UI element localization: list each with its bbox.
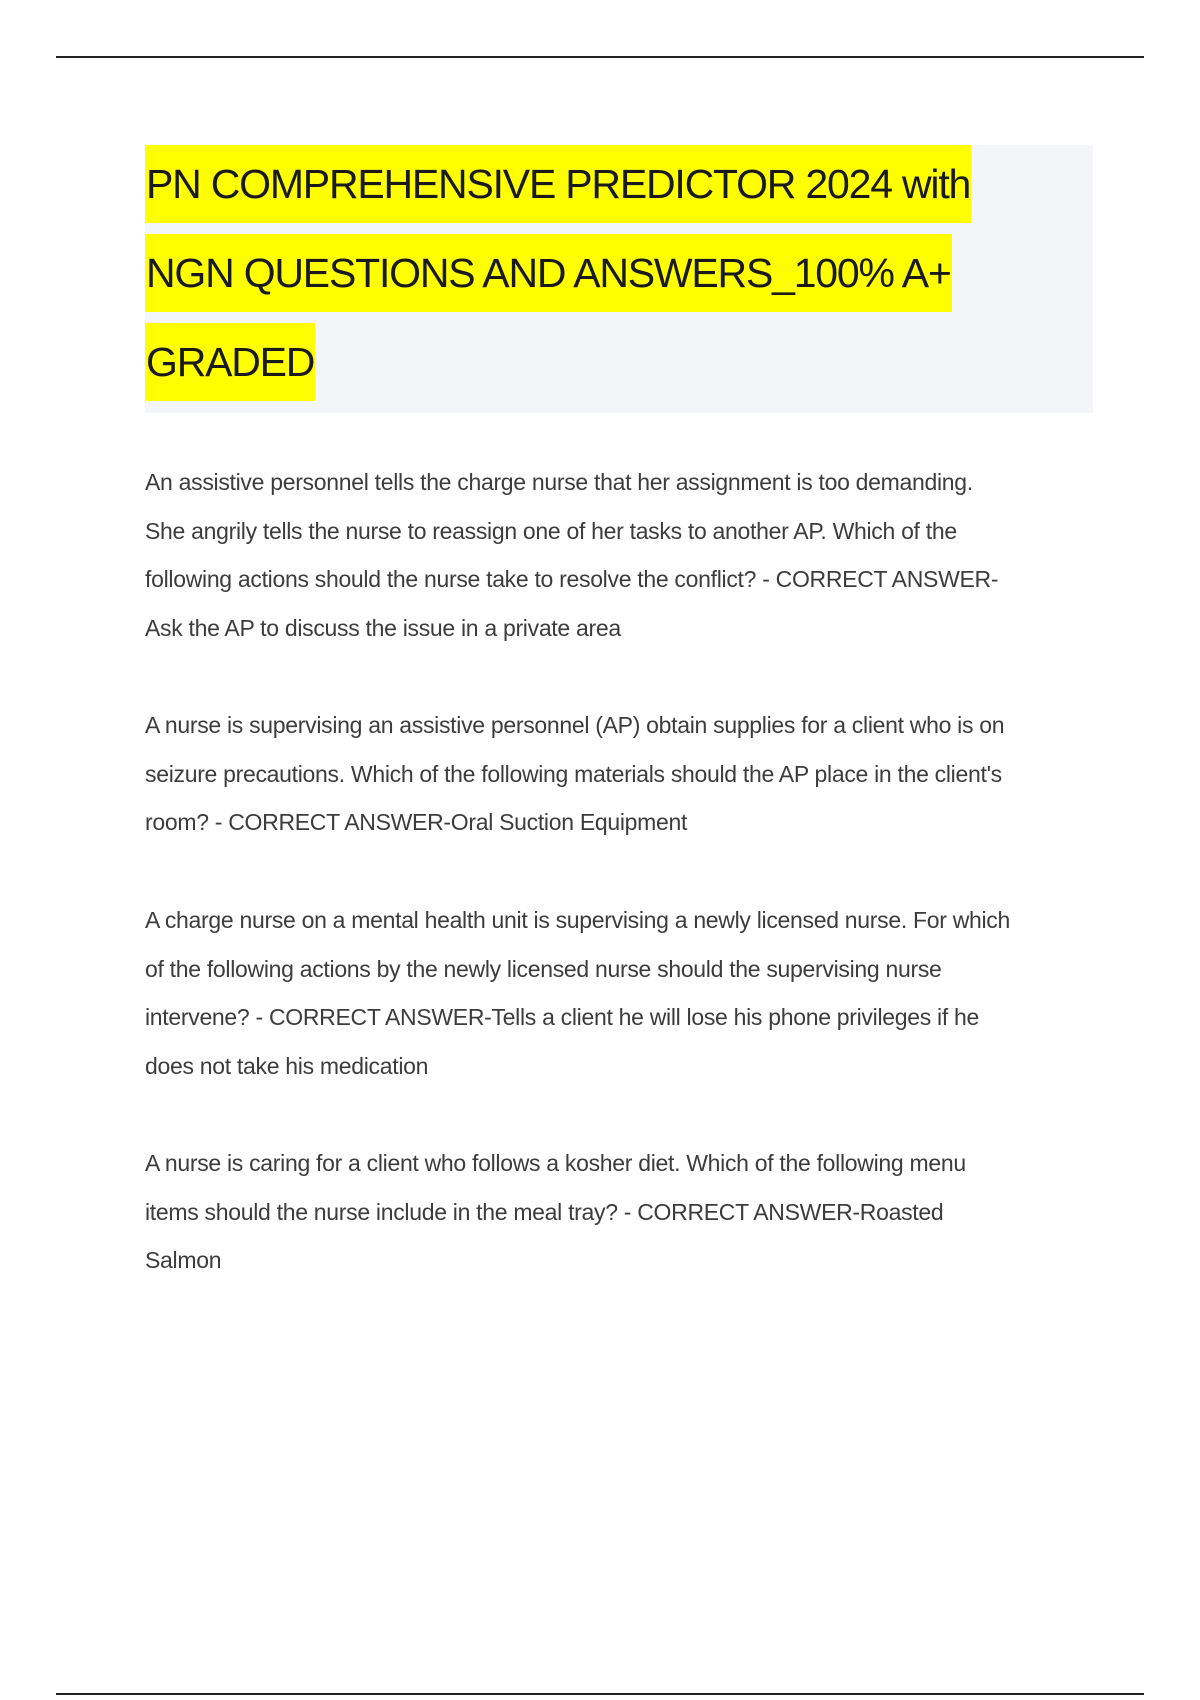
qa-line: items should the nurse include in the meal tray? - CORRECT ANSWER-Roasted — [145, 1198, 944, 1225]
document-title — [145, 145, 1093, 413]
qa-line: of the following actions by the newly licensed nurse should the supervising nurse — [145, 955, 942, 982]
qa-line: room? - CORRECT ANSWER-Oral Suction Equipment — [145, 809, 688, 836]
qa-line: Salmon — [145, 1247, 222, 1274]
title-line-3: GRADED — [145, 323, 315, 401]
title-line-2: NGN QUESTIONS AND ANSWERS_100% A+ — [145, 234, 952, 312]
qa-line: An assistive personnel tells the charge nurse that her assignment is too demanding. — [145, 469, 973, 495]
qa-line: A charge nurse on a mental health unit is supervising a newly licensed nurse. For which — [145, 907, 1010, 933]
qa-line: does not take his medication — [145, 1052, 429, 1079]
qa-line: A nurse is caring for a client who follows a kosher diet. Which of the following menu — [145, 1150, 966, 1176]
qa-line: intervene? - CORRECT ANSWER-Tells a client he will lose his phone privileges if he — [145, 1004, 979, 1031]
top-rule — [56, 56, 1144, 58]
title-line-1: PN COMPREHENSIVE PREDICTOR 2024 with — [145, 145, 971, 223]
qa-item-3 — [145, 896, 1105, 1090]
qa-line: Ask the AP to discuss the issue in a private area — [145, 614, 621, 641]
qa-item-2 — [145, 701, 1105, 847]
qa-line: She angrily tells the nurse to reassign one of her tasks to another AP. Which of the — [145, 517, 957, 544]
qa-line: seizure precautions. Which of the following materials should the AP place in the client's — [145, 760, 1002, 787]
qa-line: A nurse is supervising an assistive personnel (AP) obtain supplies for a client who is on — [145, 712, 1005, 738]
qa-item-1 — [145, 458, 1105, 652]
bottom-rule — [56, 1693, 1144, 1695]
qa-line: following actions should the nurse take to resolve the conflict? - CORRECT ANSWER- — [145, 566, 999, 593]
qa-item-4 — [145, 1139, 1105, 1285]
